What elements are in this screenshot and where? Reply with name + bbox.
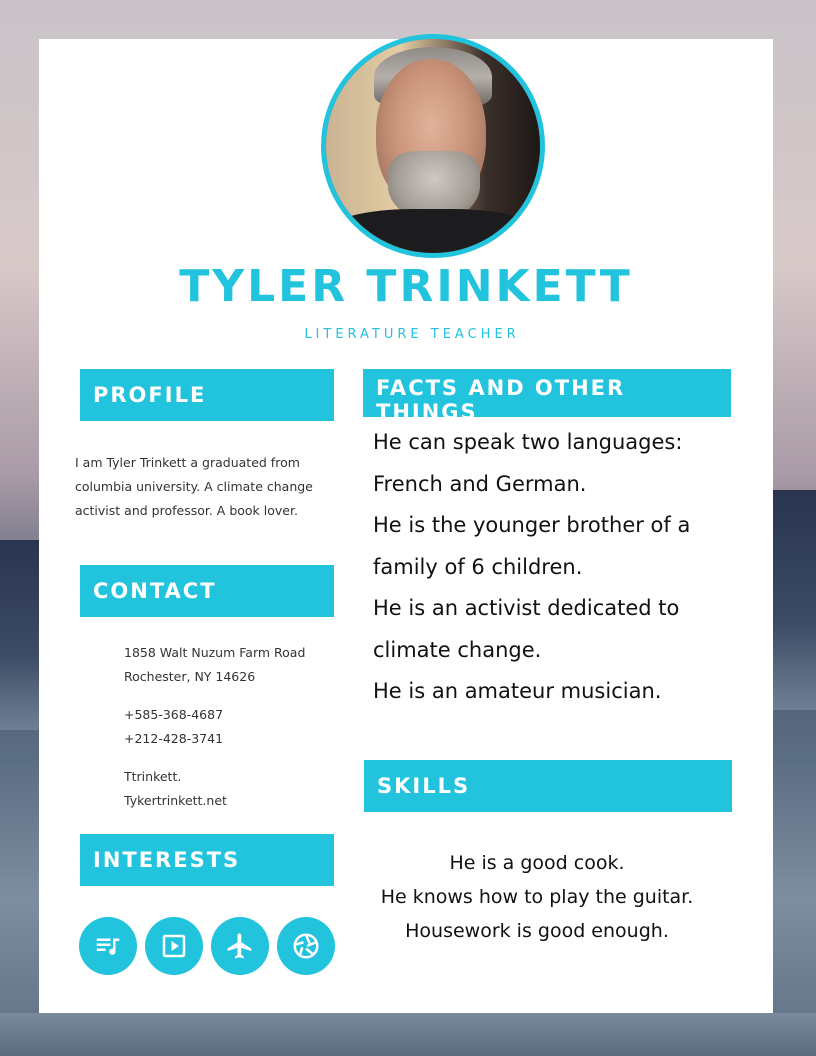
phone-number[interactable]: +212-428-3741 xyxy=(124,731,224,746)
airplane-icon xyxy=(211,917,269,975)
background-city-left xyxy=(0,540,40,730)
contact-address xyxy=(124,641,344,689)
profile-header: PROFILE xyxy=(80,369,334,421)
contact-phones xyxy=(124,703,344,751)
background-water xyxy=(0,1013,816,1056)
profile-line: activist and professor. A book lover. xyxy=(75,503,298,518)
profile-line: columbia university. A climate change xyxy=(75,479,313,494)
skill-line: He is a good cook. xyxy=(449,852,625,874)
interests-icons xyxy=(79,917,335,975)
fact-line: He is an amateur musician. xyxy=(373,679,662,703)
facts-list xyxy=(373,422,743,713)
address-line: Rochester, NY 14626 xyxy=(124,669,256,684)
contact-web xyxy=(124,765,344,813)
website-link[interactable]: Tykertrinkett.net xyxy=(124,793,227,808)
interests-header: INTERESTS xyxy=(80,834,334,886)
contact-header: CONTACT xyxy=(80,565,334,617)
fact-line: He is the younger brother of a xyxy=(373,513,691,537)
profile-line: I am Tyler Trinkett a graduated from xyxy=(75,455,300,470)
skills-list xyxy=(357,846,717,948)
person-role: LITERATURE TEACHER xyxy=(304,327,520,342)
skill-line: Housework is good enough. xyxy=(405,920,669,942)
skills-header: SKILLS xyxy=(364,760,732,812)
fact-line: family of 6 children. xyxy=(373,554,583,579)
skill-line: He knows how to play the guitar. xyxy=(380,886,694,908)
background-city-right xyxy=(773,490,816,710)
phone-number[interactable]: +585-368-4687 xyxy=(124,707,224,722)
profile-text xyxy=(75,451,340,523)
music-playlist-icon xyxy=(79,917,137,975)
fact-line: He is an activist dedicated to xyxy=(373,596,680,620)
fact-line: French and German. xyxy=(373,471,587,496)
address-line: 1858 Walt Nuzum Farm Road xyxy=(124,645,306,660)
camera-shutter-icon xyxy=(277,917,335,975)
fact-line: He can speak two languages: xyxy=(373,430,683,454)
profile-photo xyxy=(321,34,545,258)
fact-line: climate change. xyxy=(373,637,542,662)
resume-page xyxy=(39,39,773,1013)
facts-header: FACTS AND OTHER THINGS xyxy=(363,369,731,417)
video-play-icon xyxy=(145,917,203,975)
person-name: TYLER TRINKETT xyxy=(179,261,633,312)
web-handle: Ttrinkett. xyxy=(124,769,182,784)
